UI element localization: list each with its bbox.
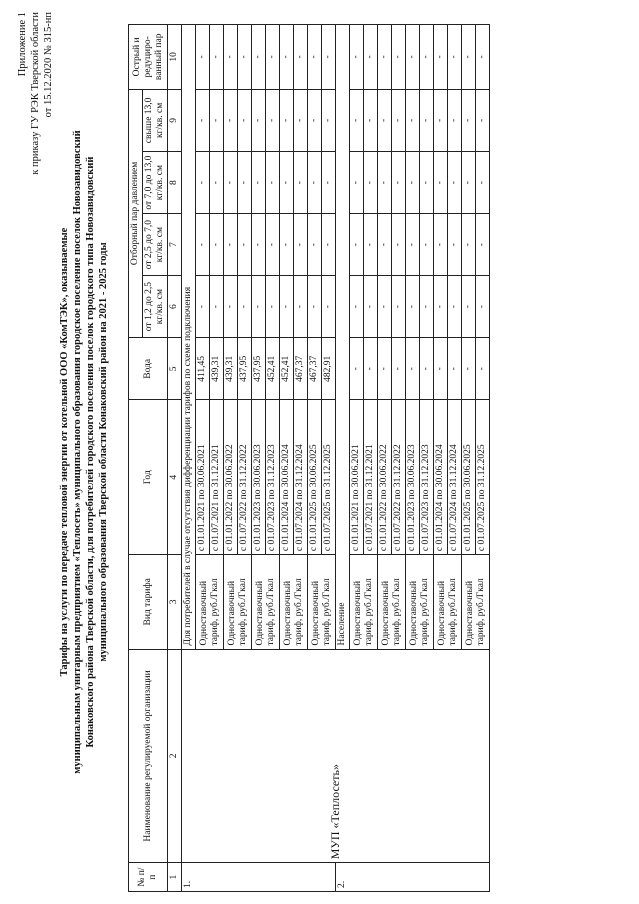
dash-cell: - [420,152,434,214]
dash-cell: - [448,214,462,276]
period-cell: с 01.01.2021 по 30.06.2021 [196,400,210,555]
dash-cell: - [364,152,378,214]
dash-cell: - [322,89,336,151]
period-cell: с 01.01.2021 по 30.06.2021 [350,400,364,555]
org-name: МУП «Теплосеть» [182,649,490,863]
dash-cell: - [266,276,280,338]
water-value: - [406,338,420,400]
dash-cell: - [238,152,252,214]
dash-cell: - [448,25,462,90]
dash-cell: - [350,214,364,276]
col-number: 3 [168,555,182,649]
appendix-line-2: к приказу ГУ РЭК Тверской области [30,12,41,175]
dash-cell: - [196,89,210,151]
period-cell: с 01.07.2021 по 31.12.2021 [364,400,378,555]
dash-cell: - [196,214,210,276]
dash-cell: - [434,25,448,90]
period-cell: с 01.07.2023 по 31.12.2023 [266,400,280,555]
dash-cell: - [280,276,294,338]
dash-cell: - [308,152,322,214]
col-number: 9 [168,89,182,151]
dash-cell: - [196,276,210,338]
period-cell: с 01.07.2022 по 31.12.2022 [392,400,406,555]
header-steam-4: свыше 13,0 кг/кв. см [143,89,168,151]
tariff-kind: Одноставочный тариф, руб./Гкал [378,555,406,649]
dash-cell: - [364,89,378,151]
water-value: - [434,338,448,400]
dash-cell: - [210,276,224,338]
water-value: 467,37 [308,338,322,400]
dash-cell: - [294,152,308,214]
row-number: 1. [182,863,336,892]
dash-cell: - [350,276,364,338]
dash-cell: - [308,25,322,90]
dash-cell: - [462,214,476,276]
dash-cell: - [308,214,322,276]
dash-cell: - [406,25,420,90]
header-water: Вода [129,338,168,400]
dash-cell: - [210,89,224,151]
period-cell: с 01.07.2021 по 31.12.2021 [210,400,224,555]
header-steam-3: от 7,0 до 13,0 кг/кв. см [143,152,168,214]
section-band-label: Население [336,25,350,650]
dash-cell: - [294,25,308,90]
title-line-1: Тарифы на услуги по передаче тепловой энергии от котельной ООО «КомТЭК», оказываемые [59,227,70,677]
dash-cell: - [238,276,252,338]
dash-cell: - [392,214,406,276]
dash-cell: - [210,214,224,276]
row-number: 2. [336,863,490,892]
period-cell: с 01.07.2024 по 31.12.2024 [294,400,308,555]
dash-cell: - [392,89,406,151]
tariff-kind: Одноставочный тариф, руб./Гкал [280,555,308,649]
dash-cell: - [224,276,238,338]
dash-cell: - [406,214,420,276]
period-cell: с 01.01.2024 по 30.06.2024 [434,400,448,555]
dash-cell: - [392,25,406,90]
header-kind: Вид тарифа [129,555,168,649]
section-band-row [182,25,196,892]
period-cell: с 01.01.2025 по 30.06.2025 [462,400,476,555]
dash-cell: - [476,152,490,214]
dash-cell: - [210,152,224,214]
dash-cell: - [252,89,266,151]
col-number: 1 [168,863,182,892]
dash-cell: - [476,214,490,276]
dash-cell: - [378,25,392,90]
col-number: 8 [168,152,182,214]
tariff-kind: Одноставочный тариф, руб./Гкал [406,555,434,649]
dash-cell: - [266,89,280,151]
dash-cell: - [434,89,448,151]
dash-cell: - [266,25,280,90]
section-band-label: Для потребителей в случае отсутствия дифференциации тарифов по схеме подключения [182,25,196,650]
dash-cell: - [224,89,238,151]
period-cell: с 01.07.2022 по 31.12.2022 [238,400,252,555]
dash-cell: - [322,276,336,338]
water-value: - [378,338,392,400]
dash-cell: - [266,214,280,276]
water-value: 452,41 [280,338,294,400]
header-sharp-steam: Острый и редуциро- ванный пар [129,25,168,90]
dash-cell: - [350,25,364,90]
dash-cell: - [462,276,476,338]
col-number: 4 [168,400,182,555]
dash-cell: - [224,152,238,214]
appendix-block [16,12,55,175]
dash-cell: - [252,214,266,276]
dash-cell: - [238,214,252,276]
water-value: 437,95 [238,338,252,400]
dash-cell: - [462,152,476,214]
dash-cell: - [196,25,210,90]
dash-cell: - [392,276,406,338]
dash-cell: - [476,25,490,90]
dash-cell: - [406,152,420,214]
col-number: 7 [168,214,182,276]
appendix-line-3: от 15.12.2020 № 315-нп [43,12,54,118]
title-line-4: муниципального образования Тверской области Конаковский район на 2021 - 2025 годы [98,242,109,662]
col-number: 10 [168,25,182,90]
dash-cell: - [238,25,252,90]
dash-cell: - [280,214,294,276]
water-value: - [364,338,378,400]
dash-cell: - [252,25,266,90]
tariff-kind: Одноставочный тариф, руб./Гкал [462,555,490,649]
water-value: - [420,338,434,400]
dash-cell: - [238,89,252,151]
dash-cell: - [448,89,462,151]
dash-cell: - [420,89,434,151]
col-number: 2 [168,649,182,863]
tariff-kind: Одноставочный тариф, руб./Гкал [350,555,378,649]
period-cell: с 01.07.2025 по 31.12.2025 [476,400,490,555]
col-number: 6 [168,276,182,338]
tariff-kind: Одноставочный тариф, руб./Гкал [434,555,462,649]
period-cell: с 01.01.2024 по 30.06.2024 [280,400,294,555]
dash-cell: - [434,276,448,338]
header-year: Год [129,400,168,555]
dash-cell: - [294,214,308,276]
water-value: 411,45 [196,338,210,400]
dash-cell: - [476,89,490,151]
water-value: - [476,338,490,400]
document-title [58,62,110,842]
dash-cell: - [462,25,476,90]
water-value: 439,31 [210,338,224,400]
dash-cell: - [280,152,294,214]
dash-cell: - [322,214,336,276]
dash-cell: - [252,152,266,214]
dash-cell: - [350,89,364,151]
header-steam-group: Отборный пар давлением [129,89,143,337]
dash-cell: - [364,214,378,276]
dash-cell: - [364,25,378,90]
water-value: 437,95 [252,338,266,400]
period-cell: с 01.01.2022 по 30.06.2022 [224,400,238,555]
header-steam-1: от 1,2 до 2,5 кг/кв. см [143,276,168,338]
dash-cell: - [378,89,392,151]
tariff-kind: Одноставочный тариф, руб./Гкал [196,555,224,649]
dash-cell: - [322,25,336,90]
water-value: - [350,338,364,400]
dash-cell: - [224,214,238,276]
dash-cell: - [406,89,420,151]
period-cell: с 01.01.2022 по 30.06.2022 [378,400,392,555]
rotated-content [10,12,630,892]
dash-cell: - [280,89,294,151]
header-org: Наименование регулируемой организации [129,649,168,863]
dash-cell: - [406,276,420,338]
dash-cell: - [308,276,322,338]
water-value: 467,37 [294,338,308,400]
tariff-kind: Одноставочный тариф, руб./Гкал [308,555,336,649]
dash-cell: - [196,152,210,214]
col-number: 5 [168,338,182,400]
dash-cell: - [434,214,448,276]
dash-cell: - [294,89,308,151]
dash-cell: - [448,152,462,214]
dash-cell: - [252,276,266,338]
dash-cell: - [224,25,238,90]
dash-cell: - [392,152,406,214]
dash-cell: - [364,276,378,338]
dash-cell: - [350,152,364,214]
dash-cell: - [308,89,322,151]
tariff-kind: Одноставочный тариф, руб./Гкал [224,555,252,649]
header-steam-2: от 2,5 до 7,0 кг/кв. см [143,214,168,276]
appendix-line-1: Приложение 1 [17,12,28,77]
water-value: 439,31 [224,338,238,400]
dash-cell: - [294,276,308,338]
period-cell: с 01.07.2023 по 31.12.2023 [420,400,434,555]
water-value: - [448,338,462,400]
water-value: 482,91 [322,338,336,400]
dash-cell: - [420,276,434,338]
title-line-2: муниципальным унитарным предприятием «Теплосеть» муниципального образования городское поселение поселок Новозавидовский [72,130,83,774]
water-value: - [392,338,406,400]
dash-cell: - [280,25,294,90]
period-cell: с 01.01.2025 по 30.06.2025 [308,400,322,555]
water-value: - [462,338,476,400]
period-cell: с 01.07.2025 по 31.12.2025 [322,400,336,555]
dash-cell: - [210,25,224,90]
period-cell: с 01.07.2024 по 31.12.2024 [448,400,462,555]
dash-cell: - [378,276,392,338]
column-numbers-row [168,25,182,892]
title-line-3: Конаковского района Тверской области, для потребителей городского поселения поселок городского типа Новозавидовский [85,156,96,748]
water-value: 452,41 [266,338,280,400]
dash-cell: - [266,152,280,214]
dash-cell: - [476,276,490,338]
dash-cell: - [322,152,336,214]
dash-cell: - [378,152,392,214]
tariff-table [128,24,490,892]
dash-cell: - [420,214,434,276]
dash-cell: - [434,152,448,214]
dash-cell: - [420,25,434,90]
period-cell: с 01.01.2023 по 30.06.2023 [406,400,420,555]
header-num: № п/ п [129,863,168,892]
dash-cell: - [448,276,462,338]
dash-cell: - [462,89,476,151]
period-cell: с 01.01.2023 по 30.06.2023 [252,400,266,555]
tariff-kind: Одноставочный тариф, руб./Гкал [252,555,280,649]
dash-cell: - [378,214,392,276]
